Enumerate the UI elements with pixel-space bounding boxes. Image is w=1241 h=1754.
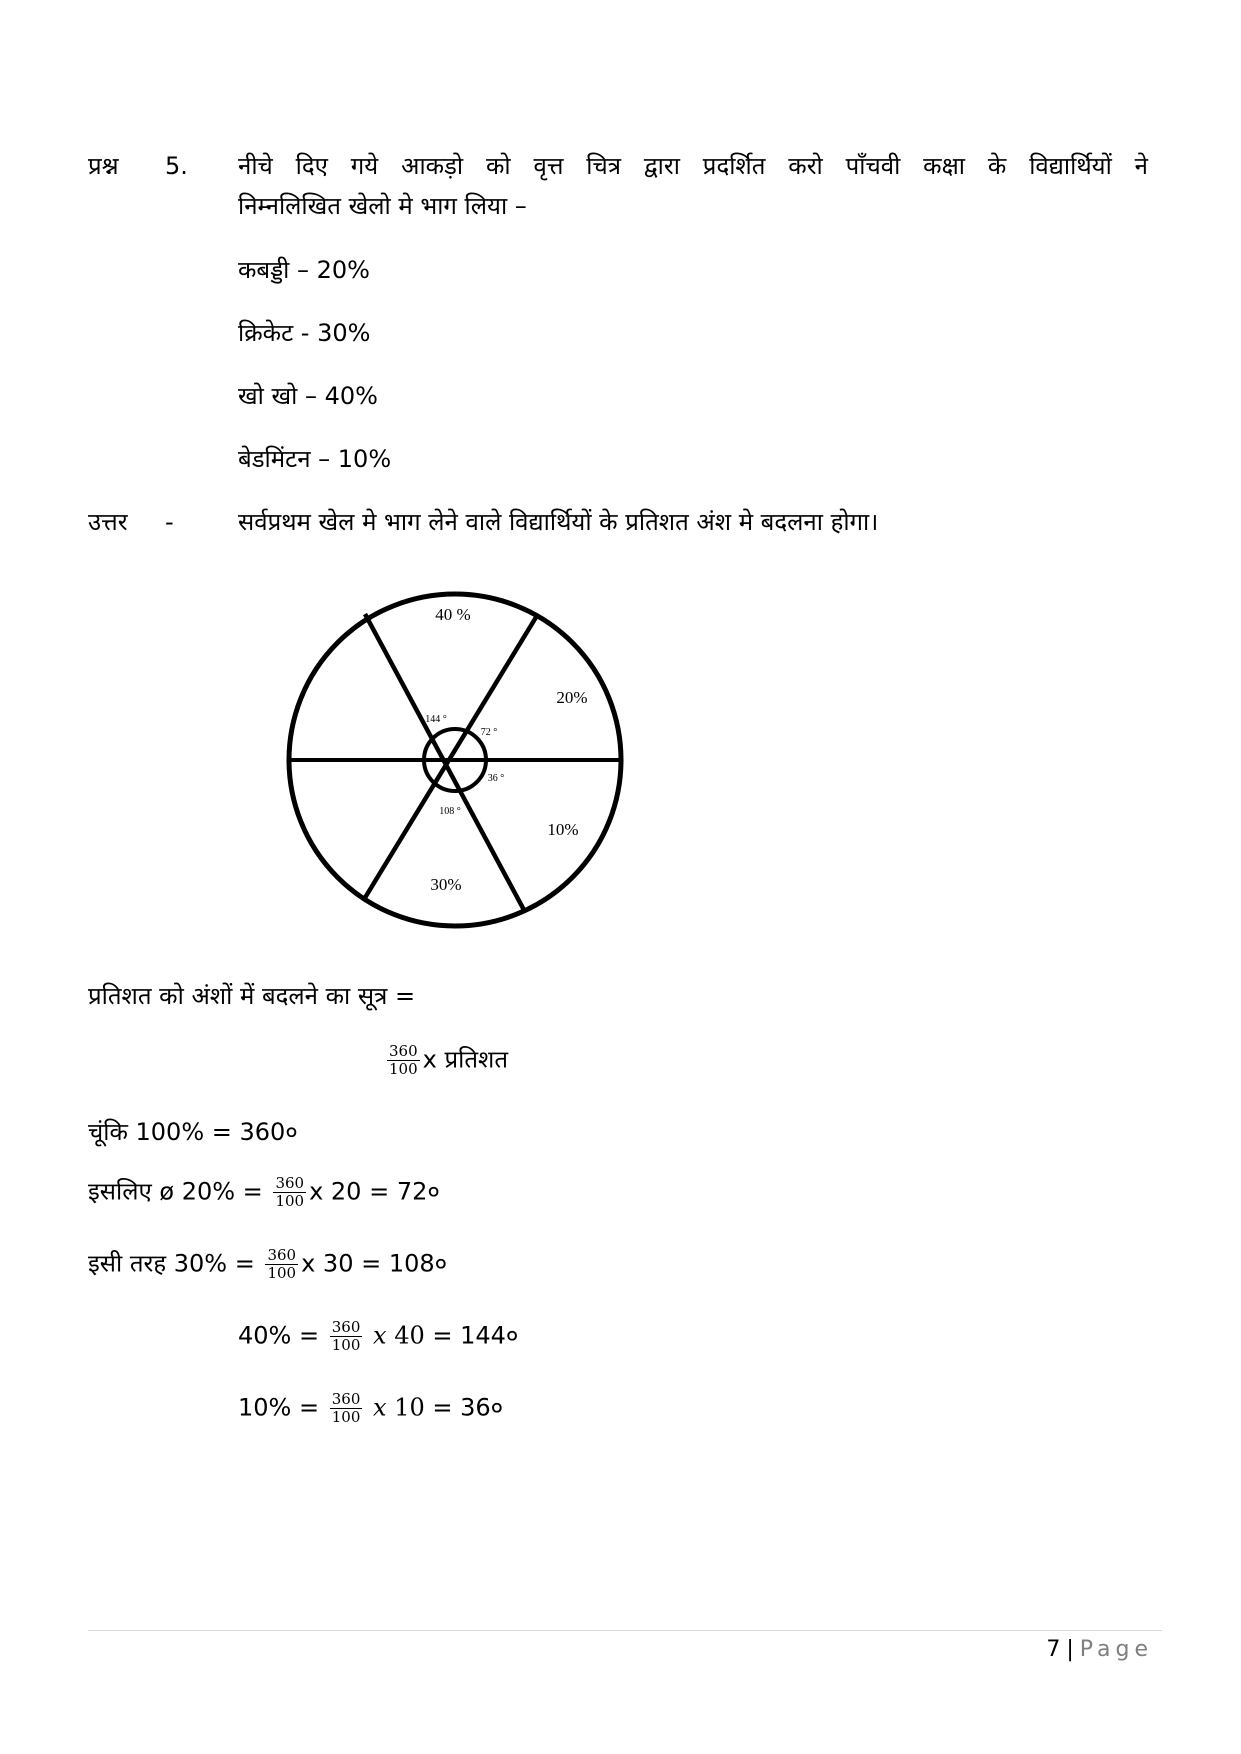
footer-separator: |	[1066, 1637, 1074, 1662]
calc-line-20-suffix: x 20 = 72०	[309, 1177, 440, 1206]
fraction-denominator: 100	[267, 1264, 297, 1282]
question-text-line2: निम्नलिखित खेलो मे भाग लिया –	[238, 192, 527, 220]
question-text-line1: नीचे दिए गये आकड़ो को वृत्त चित्र द्वारा प्रदर्शित करो पाँचवी कक्षा के विद्यार्थियों ने	[238, 152, 1148, 180]
footer-rule	[88, 1630, 1162, 1631]
fraction-denominator: 100	[331, 1408, 361, 1426]
page-word: Page	[1079, 1637, 1153, 1662]
question-number: 5.	[165, 152, 188, 180]
list-item-kabaddi: कबड्डी – 20%	[238, 256, 370, 284]
calc-line-10-fraction	[330, 1391, 363, 1426]
formula-intro: प्रतिशत को अंशों में बदलने का सूत्र =	[88, 982, 416, 1010]
list-item-cricket: क्रिकेट - 30%	[238, 319, 371, 347]
fraction-numerator: 360	[389, 1042, 418, 1060]
fraction-denominator: 100	[389, 1060, 418, 1078]
formula-fraction	[387, 1043, 420, 1078]
formula-expression	[384, 1043, 508, 1078]
formula-tail: x प्रतिशत	[422, 1045, 509, 1074]
calc-line-20-prefix: इसलिए ø 20% =	[88, 1177, 263, 1206]
calc-line-40	[238, 1319, 518, 1354]
angle-label-72: 72 °	[480, 727, 498, 738]
list-item-kho-kho: खो खो – 40%	[238, 382, 378, 410]
calc-line-40-fraction	[330, 1319, 363, 1354]
calc-line-40-result: = 144०	[424, 1321, 519, 1350]
calc-line-10-result: = 36०	[424, 1393, 504, 1422]
calc-line-10-prefix: 10% =	[238, 1393, 320, 1422]
answer-label: उत्तर	[88, 508, 128, 536]
calc-line-30	[88, 1247, 447, 1282]
fraction-denominator: 100	[331, 1336, 361, 1354]
angle-label-144: 144 °	[425, 714, 447, 725]
calc-line-30-fraction	[265, 1247, 298, 1282]
fraction-numerator: 360	[331, 1318, 361, 1336]
page-number: 7	[1046, 1637, 1061, 1662]
calc-line-30-suffix: x 30 = 108०	[301, 1249, 448, 1278]
slice-label-30: 30%	[430, 875, 462, 894]
list-item-badminton: बेडमिंटन – 10%	[238, 445, 392, 473]
calc-line-10-mult: 10	[394, 1393, 425, 1422]
fraction-numerator: 360	[267, 1246, 297, 1264]
fraction-numerator: 360	[275, 1174, 305, 1192]
calc-line-20	[88, 1175, 440, 1210]
question-label: प्रश्न	[88, 152, 119, 180]
slice-label-40: 40 %	[435, 605, 471, 624]
angle-label-36: 36 °	[487, 773, 505, 784]
slice-label-10: 10%	[547, 820, 579, 839]
calc-line-30-prefix: इसी तरह 30% =	[88, 1249, 255, 1278]
calc-line-40-var: x	[373, 1321, 387, 1350]
calc-line-10-var: x	[373, 1393, 387, 1422]
calc-line-10	[238, 1391, 503, 1426]
angle-label-108: 108 °	[439, 806, 461, 817]
calc-since: चूंकि 100% = 360०	[88, 1118, 298, 1146]
fraction-denominator: 100	[275, 1192, 305, 1210]
answer-text: सर्वप्रथम खेल मे भाग लेने वाले विद्यार्थियों के प्रतिशत अंश मे बदलना होगा।	[238, 508, 879, 536]
calc-line-40-prefix: 40% =	[238, 1321, 320, 1350]
pie-chart	[280, 585, 630, 935]
slice-label-20: 20%	[556, 688, 588, 707]
fraction-numerator: 360	[331, 1390, 361, 1408]
calc-line-20-fraction	[273, 1175, 306, 1210]
answer-dash: -	[165, 508, 174, 536]
calc-line-40-mult: 40	[394, 1321, 425, 1350]
page-footer	[1046, 1636, 1153, 1664]
